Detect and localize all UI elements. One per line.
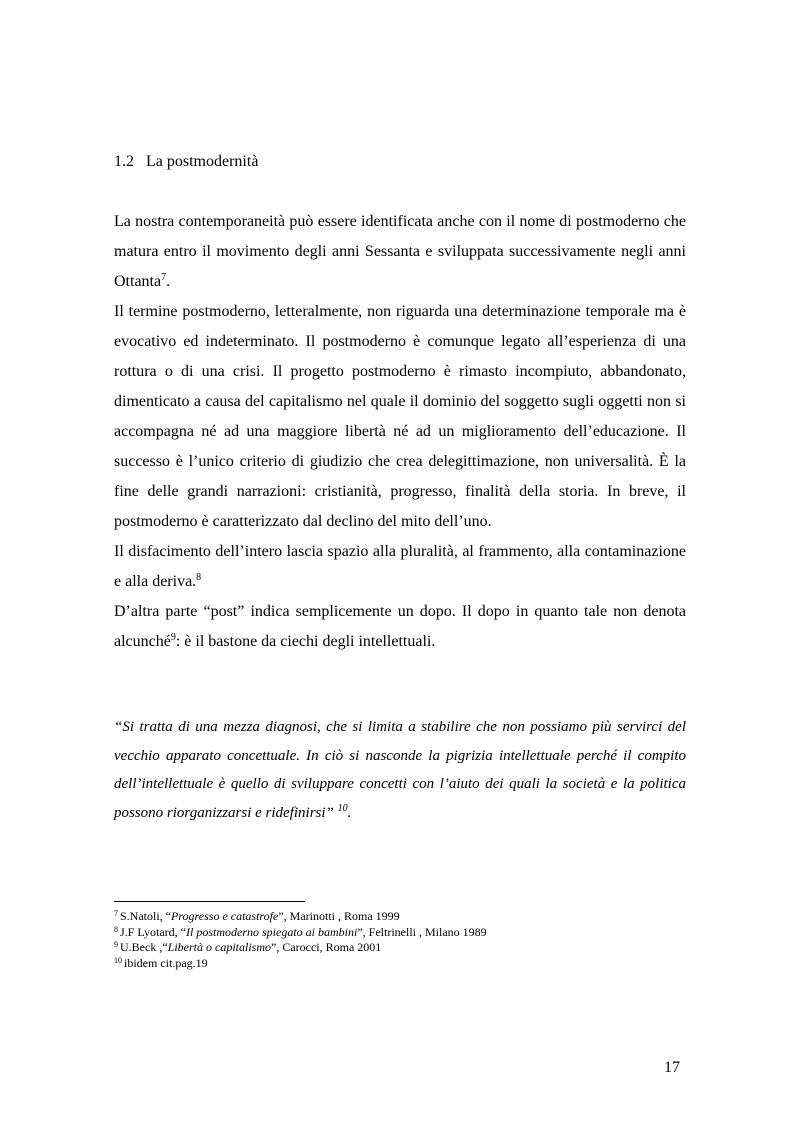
footnote: $^{10}$ ibidem cit.pag.19 [114, 955, 208, 970]
paragraph: Il disfacimento dell’intero lascia spazio alla pluralità, al frammento, alla contaminazione e alla deriva.$^8$ [114, 543, 686, 590]
footnote-ref: 8 [196, 572, 202, 583]
paragraph: Il termine postmoderno, letteralmente, non riguarda una determinazione temporale ma è evocativo ed indeterminato. Il postmoderno è comunque legato all’esperienza di una rottura o di una crisi. Il progetto postmoderno è rimasto incompiuto, abbandonato, dimenticato a causa del capitalismo nel quale il dominio del soggetto sugli oggetti non si accompagna né ad una maggiore libertà né ad un miglioramento dell’educazione. Il successo è l’unico criterio di giudizio che crea delegittimazione, non universalità. È la fine delle grandi narrazioni: cristianità, progresso, finalità della storia. In breve, il postmoderno è caratterizzato dal declino del mito dell’uno. [114, 303, 686, 530]
section-heading [114, 151, 258, 173]
section-number: 1.2 [114, 153, 134, 170]
footnote-ref: 7 [161, 272, 167, 283]
body-text [114, 207, 686, 657]
footnote-ref: 9 [170, 632, 176, 643]
footnote: $^9$ U.Beck ,“Libertà o capitalismo”, Carocci, Roma 2001 [114, 940, 382, 954]
paragraph: La nostra contemporaneità può essere identificata anche con il nome di postmoderno che matura entro il movimento degli anni Sessanta e sviluppata successivamente negli anni Ottanta$^7$. [114, 213, 686, 290]
block-quote: “Si tratta di una mezza diagnosi, che si limita a stabilire che non possiamo più servirci del vecchio apparato concettuale. In ciò si nasconde la pigrizia intellettuale perché il compito dell’intellettuale è quello di sviluppare concetti con l’aiuto dei quali la società e la politica possono riorganizzarsi e ridefinirsi” $^{10}$. [114, 719, 686, 821]
footnotes [114, 909, 686, 971]
footnote-separator [114, 901, 305, 902]
footnote: $^8$ J.F Lyotard, “Il postmoderno spiegato ai bambini”, Feltrinelli , Milano 1989 [114, 924, 487, 939]
section-title: La postmodernità [146, 153, 259, 170]
footnote-ref: 10 [337, 802, 348, 814]
page-number: 17 [664, 1059, 680, 1076]
footnote: $^7$ S.Natoli, “Progresso e catastrofe”, Marinotti , Roma 1999 [114, 909, 400, 923]
paragraph: D’altra parte “post” indica semplicemente un dopo. Il dopo in quanto tale non denota alcunché$^9$: è il bastone da ciechi degli intellettuali. [114, 603, 686, 650]
